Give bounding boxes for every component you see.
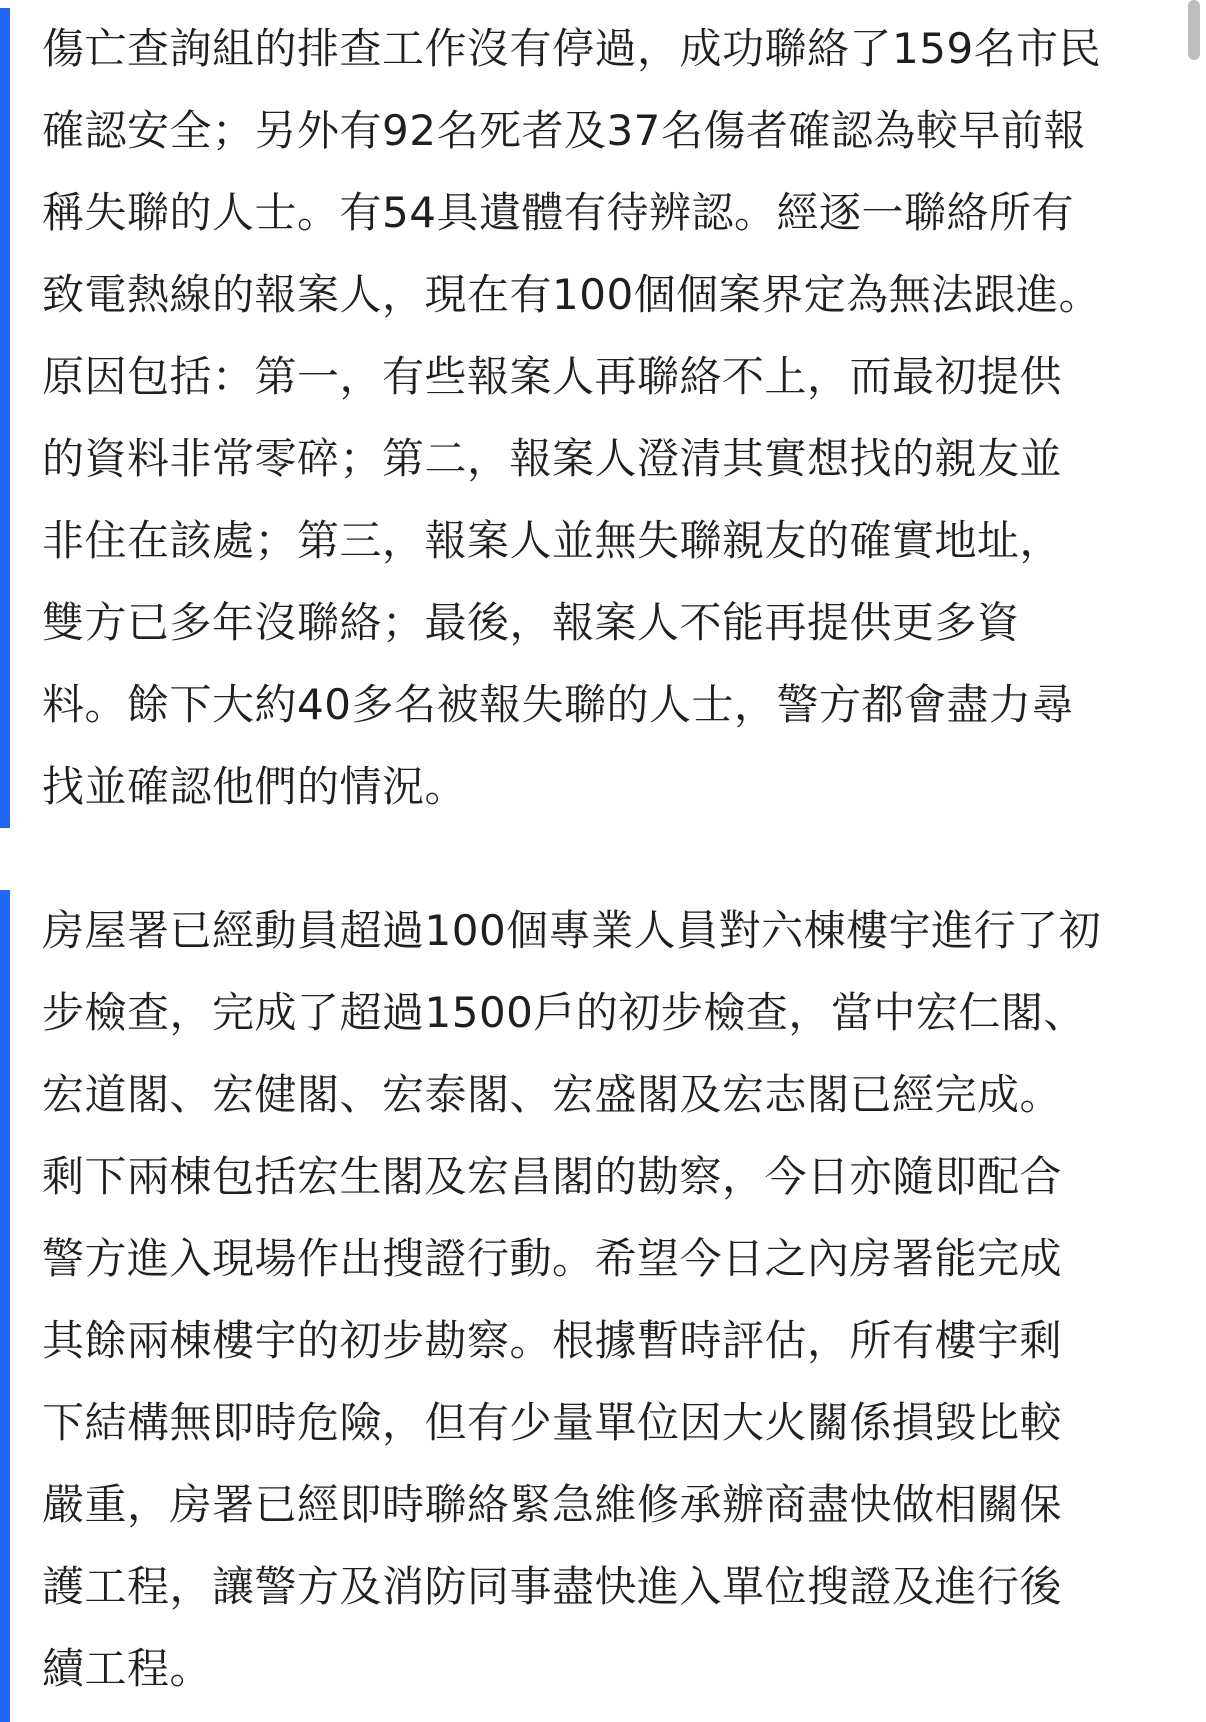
text-line: 其餘兩棟樓宇的初步勘察。根據暫時評估，所有樓宇剩 [42,1316,1063,1365]
text-line: 宏道閣、宏健閣、宏泰閣、宏盛閣及宏志閣已經完成。 [42,1070,1063,1119]
text-line: 房屋署已經動員超過100個專業人員對六棟樓宇進行了初 [42,906,1102,955]
text-line: 非住在該處；第三，報案人並無失聯親友的確實地址， [42,516,1063,565]
quote-block-casualty-inquiry [0,8,1160,828]
text-line: 續工程。 [42,1644,213,1693]
text-line: 嚴重，房署已經即時聯絡緊急維修承辦商盡快做相關保 [42,1480,1063,1529]
quote-accent-bar [0,8,10,828]
text-line: 下結構無即時危險，但有少量單位因大火關係損毀比較 [42,1398,1063,1447]
text-line: 的資料非常零碎；第二，報案人澄清其實想找的親友並 [42,434,1063,483]
text-line: 料。餘下大約40多名被報失聯的人士，警方都會盡力尋 [42,680,1074,729]
text-line: 剩下兩棟包括宏生閣及宏昌閣的勘察，今日亦隨即配合 [42,1152,1063,1201]
text-line: 護工程，讓警方及消防同事盡快進入單位搜證及進行後 [42,1562,1063,1611]
quote-text [42,890,1142,1710]
scrollbar-thumb[interactable] [1188,0,1200,60]
text-line: 致電熱線的報案人，現在有100個個案界定為無法跟進。 [42,270,1102,319]
quote-block-housing-dept [0,890,1160,1722]
text-line: 找並確認他們的情況。 [42,762,468,811]
text-line: 警方進入現場作出搜證行動。希望今日之內房署能完成 [42,1234,1063,1283]
quote-accent-bar [0,890,10,1722]
text-line: 確認安全；另外有92名死者及37名傷者確認為較早前報 [42,106,1086,155]
text-line: 傷亡查詢組的排查工作沒有停過，成功聯絡了159名市民 [42,24,1102,73]
quote-text [42,8,1142,828]
text-line: 原因包括：第一，有些報案人再聯絡不上，而最初提供 [42,352,1063,401]
text-line: 稱失聯的人士。有54具遺體有待辨認。經逐一聯絡所有 [42,188,1074,237]
text-line: 步檢查，完成了超過1500戶的初步檢查，當中宏仁閣、 [42,988,1086,1037]
text-line: 雙方已多年沒聯絡；最後，報案人不能再提供更多資 [42,598,1020,647]
